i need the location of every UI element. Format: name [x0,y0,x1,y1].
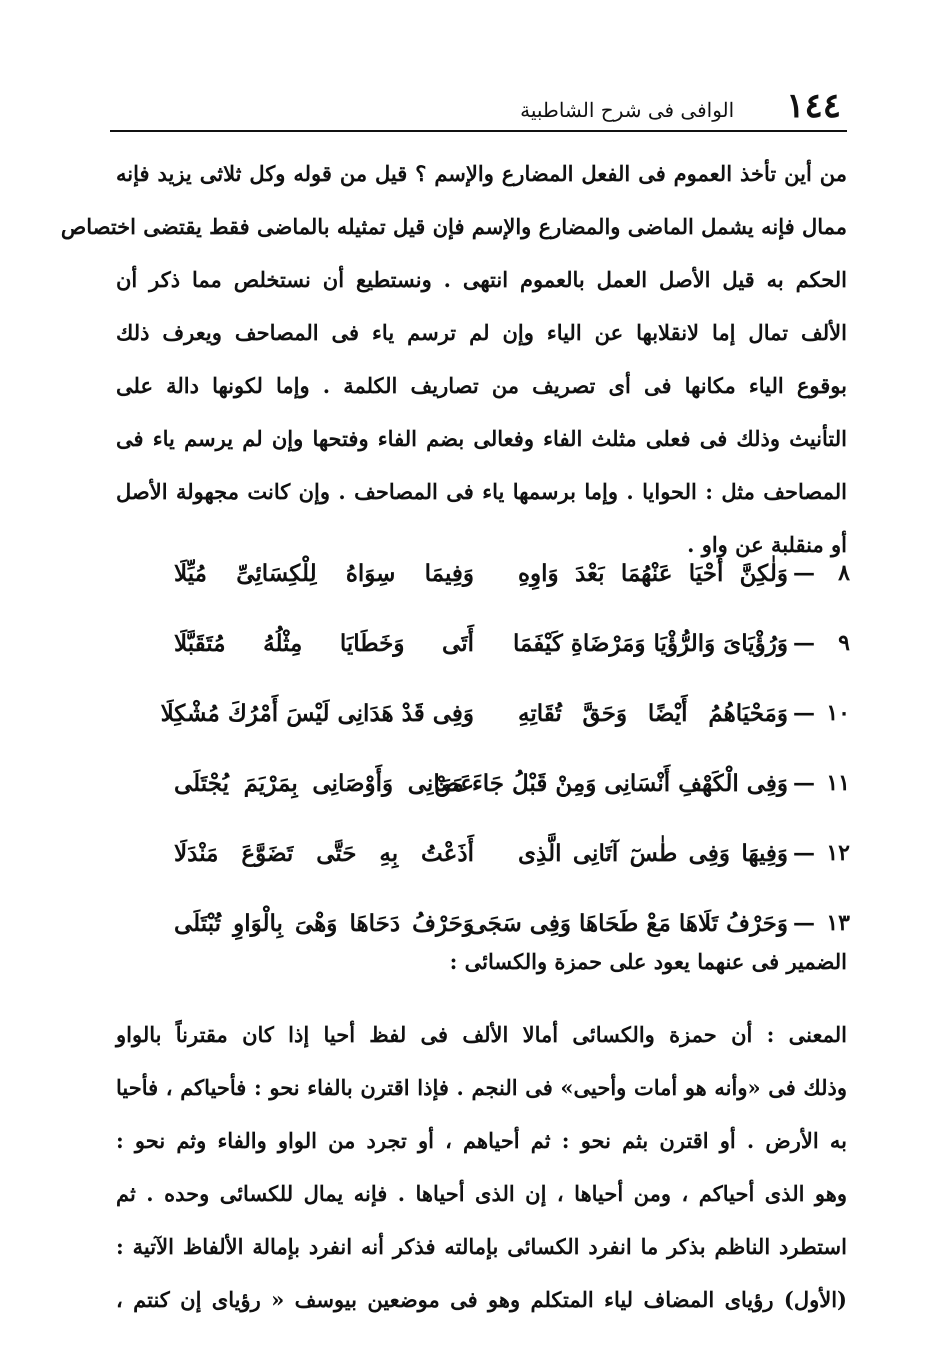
top-paragraph [60,147,847,571]
verse-number: ٨ [838,560,850,586]
commentary-paragraph [116,935,847,1326]
verse-number: ١٣ [826,910,850,936]
verse-dash: — [793,840,815,866]
verse-first-hemistich: وَفِى الْكَهْفِ أَنْسَانِى وَمِنْ قَبْلُ جَاءَ مَنْ [434,769,788,797]
text-line: وذلك فى «وأنه هو أمات وأحيى» فى النجم . فإذا اقترن بالفاء نحو : فأحياكم ، فأحيا [116,1075,847,1100]
text-line: الحكم به قيل الأصل العمل بالعموم انتهى . ونستطيع أن نستخلص مما ذكر أن [116,267,847,292]
verse-first-hemistich: وَلٰكِنَّ أَحْيَا عَنْهُمَا بَعْدَ وَاوِهِ [518,559,788,587]
verse-number: ١٢ [826,840,850,866]
verse-dash: — [793,770,815,796]
verse-line [170,538,850,608]
verse-first-hemistich: وَمَحْيَاهُمُ أَيْضًا وَحَقَّ تُقَاتِهِ [518,699,788,727]
text-line: التأنيث وذلك فى فعلى مثلث الفاء وفعالى بضم الفاء وفتحها وإن لم يرسم ياء فى [116,426,847,451]
blank-line [116,988,847,1008]
verse-first-hemistich: وَرُؤْيَاىَ وَالرُّؤْيَا وَمَرْضَاةِ كَيْفَمَا [512,629,788,657]
text-line: وهو الذى أحياكم ، ومن أحياها ، إن الذى أحياها . فإنه يمال للكسائى وحده . ثم [116,1181,847,1206]
verse-number: ١٠ [826,700,850,726]
verse-second-hemistich: وَفِيمَا سِوَاهُ لِلْكِسَائِىِّ مُيِّلَا [174,559,474,587]
verse-second-hemistich: وَحَرْفُ دَحَاهَا وَهْىَ بِالْوَاوِ تُبْتَلَى [174,909,474,937]
text-line: بوقوع الياء مكانها فى أى تصريف من تصاريف الكلمة . وإما لكونها دالة على [116,373,847,398]
verse-dash: — [793,560,815,586]
verse-line [170,748,850,818]
verse-line [160,678,850,748]
text-line: استطرد الناظم بذكر ما انفرد الكسائى بإمالته فذكر أنه انفرد بإمالة الألفاظ الآتية : [116,1234,847,1259]
text-line: به الأرض . أو اقترن بثم نحو : ثم أحياهم ، أو تجرد من الواو والفاء وثم نحو : [116,1128,847,1153]
running-title: الوافى فى شرح الشاطبية [520,98,735,122]
page-header [110,82,847,132]
text-line: الألف تمال إما لانقلابها عن الياء وإن لم ترسم ياء فى المصاحف ويعرف ذلك [116,320,847,345]
verse-dash: — [793,700,815,726]
text-line: من أين تأخذ العموم فى الفعل المضارع والإسم ؟ قيل من قوله وكل ثلاثى يزيد فإنه [116,161,847,186]
text-line: المعنى : أن حمزة والكسائى أمالا الألف فى لفظ أحيا إذا كان مقترناً بالواو [116,1022,847,1047]
verse-number: ١١ [826,770,850,796]
text-line: أو منقلبة عن واو . [687,532,847,557]
verse-dash: — [793,910,815,936]
verse-line [170,818,850,888]
verse-number: ٩ [838,630,850,656]
text-line: (الأول) رؤياى المضاف لياء المتكلم وهو فى موضعين بيوسف « رؤياى إن كنتم ، [116,1287,847,1312]
text-line: ممال فإنه يشمل الماضى والمضارع والإسم فإن قيل تمثيله بالماضى فقط يقتضى اختصاص [60,214,847,239]
text-line: الضمير فى عنهما يعود على حمزة والكسائى : [449,949,847,974]
verse-first-hemistich: وَفِيهَا وَفِى طٰسٓ آتَانِى الَّذِى [518,839,788,867]
verse-second-hemistich: وَفِى قَدْ هَدَانِى لَيْسَ أَمْرُكَ مُشْكِلَا [160,699,474,727]
page-number: ١٤٤ [786,86,841,126]
verse-second-hemistich: عَصَانِى وَأَوْصَانِى بِمَرْيَمَ يُجْتَلَى [174,769,474,797]
verse-line [170,608,850,678]
verse-second-hemistich: أَذَعْتُ بِهِ حَتَّى تَضَوَّعَ مَنْدَلَا [174,839,474,867]
poem-verses [160,538,850,958]
verse-second-hemistich: أَتَى وَخَطَايَا مِثْلُهُ مُتَقَبَّلَا [174,629,474,657]
verse-dash: — [793,630,815,656]
verse-first-hemistich: وَحَرْفُ تَلَاهَا مَعْ طَحَاهَا وَفِى سَجَى [468,909,788,937]
text-line: المصاحف مثل : الحوايا . وإما برسمها ياء فى المصاحف . وإن كانت مجهولة الأصل [116,479,847,504]
